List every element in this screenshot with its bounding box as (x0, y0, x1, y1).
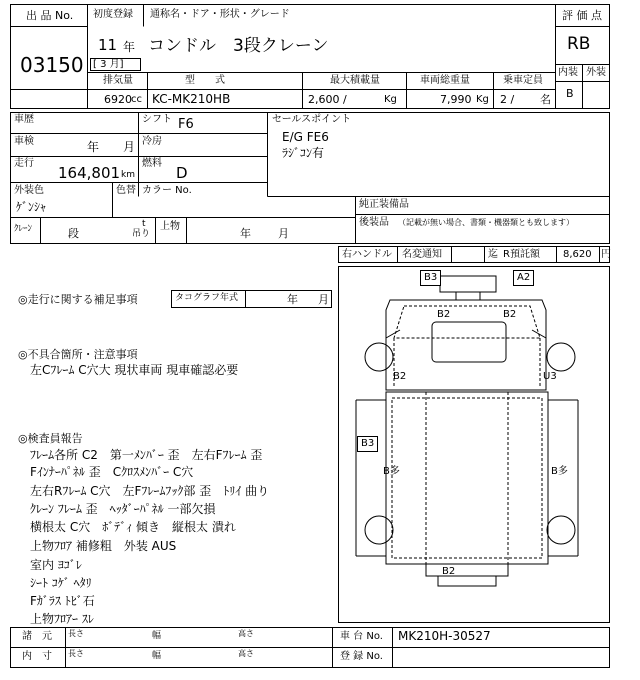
damage-label: B2 (393, 371, 407, 382)
width-label: 幅 (152, 631, 162, 641)
length-label: 長さ (68, 629, 84, 638)
exterior-grade-label: 外装 (586, 67, 606, 78)
rear-left-wheel (365, 516, 393, 544)
tachograph-year-unit: 年 (287, 293, 298, 306)
damage-label: B2 (437, 309, 451, 320)
displacement-label: 排気量 (103, 75, 133, 86)
shift-value: F6 (178, 117, 194, 132)
defects-text: 左Cﾌﾚｰﾑ C穴大 現状車両 現車確認必要 (30, 363, 239, 377)
inspector-line: Fｲﾝﾅｰﾊﾟﾈﾙ 歪 Cｸﾛｽﾒﾝﾊﾞｰ C穴 (30, 465, 194, 479)
inspector-line: 室内 ﾖｺﾞﾚ (30, 558, 82, 572)
inspector-line: ｸﾚｰﾝ ﾌﾚｰﾑ 歪 ﾍｯﾀﾞｰﾊﾟﾈﾙ 一部欠損 (30, 502, 216, 516)
height-label: 高さ (238, 629, 254, 638)
gross-weight-label: 車両総重量 (420, 75, 470, 86)
crane-label: ｸﾚｰﾝ (14, 224, 33, 234)
aftermarket-label: 後装品 (359, 217, 389, 228)
max-load-unit: Kg (384, 94, 397, 105)
sales-point-1: E/G FE6 (282, 130, 329, 144)
specs-row-label: 諸 元 (22, 631, 52, 642)
damage-label: B2 (442, 566, 456, 577)
grade-label: 評 価 点 (562, 9, 602, 22)
inspection-year-unit: 年 (87, 140, 100, 154)
registration-number-label: 登 録 No. (340, 651, 383, 662)
registration-year: 11 (98, 36, 118, 54)
gross-weight-unit: Kg (476, 94, 489, 105)
inspector-line: Fｶﾞﾗｽ ﾄﾋﾞ石 (30, 594, 95, 608)
front-left-wheel (365, 343, 393, 371)
shift-label: シフト (142, 114, 172, 125)
inner-dimensions-label: 内 寸 (22, 651, 52, 662)
inspector-report-label: ◎検査員報告 (18, 432, 83, 445)
damage-label: B3 (357, 436, 378, 452)
registration-year-unit: 年 (123, 40, 136, 54)
length-label: 長さ (68, 649, 84, 658)
right-hand-drive-label: 右ハンドル (342, 249, 392, 260)
damage-label: A2 (513, 270, 534, 286)
registration-month: [ 3 月] (93, 59, 124, 70)
inspector-line: ｼｰﾄ ｺｹﾞ ﾍﾀﾘ (30, 576, 92, 590)
inspector-line: 上物ﾌﾛｱｰ ｽﾚ (30, 612, 94, 626)
car-name-label: 通称名・ドア・形状・グレード (150, 9, 290, 20)
chassis-number-label: 車 台 No. (340, 631, 383, 642)
chassis-number: MK210H-30527 (398, 629, 491, 643)
deadline-label: 迄 (488, 249, 498, 260)
recycle-deposit-unit: 円 (601, 249, 611, 260)
standard-equipment-label: 純正装備品 (359, 199, 409, 210)
interior-grade-label: 内装 (558, 67, 578, 78)
cargo-bed-outline (386, 392, 548, 564)
upper-body-label: 上物 (160, 221, 180, 232)
grille-outline (456, 292, 480, 300)
rear-bumper-outline (438, 576, 496, 586)
history-label: 車歴 (14, 114, 34, 125)
overall-grade: RB (567, 34, 591, 54)
name-change-notice-label: 名変通知 (402, 249, 442, 260)
color-code-label: カラー No. (142, 185, 192, 196)
running-notes-label: ◎走行に関する補足事項 (18, 293, 138, 306)
exterior-color-value: ｹﾞﾝｼｬ (16, 200, 47, 214)
inspector-line: ﾌﾚｰﾑ各所 C2 第一ﾒﾝﾊﾞｰ 歪 左右Fﾌﾚｰﾑ 歪 (30, 448, 263, 462)
inspection-label: 車検 (14, 136, 34, 147)
cab-roof-outline (432, 322, 506, 362)
displacement-unit: cc (131, 94, 142, 105)
lot-number: 03150 (20, 53, 84, 77)
mileage-unit: km (121, 170, 135, 180)
max-load-value: 2,600 / (308, 93, 347, 106)
upper-body-year-unit: 年 (240, 227, 251, 240)
damage-label: B2 (503, 309, 517, 320)
rear-right-wheel (547, 516, 575, 544)
damage-label: B多 (551, 466, 568, 477)
displacement-value: 6920 (104, 93, 132, 106)
lot-number-label: 出 品 No. (26, 9, 74, 22)
front-bumper-outline (440, 276, 496, 292)
crane-hoist-label: 吊り (132, 229, 151, 239)
car-name: コンドル 3段クレーン (148, 36, 329, 56)
inspector-line: 上物ﾌﾛｱ 補修粗 外装 AUS (30, 539, 177, 553)
damage-label: B3 (420, 270, 441, 286)
fuel-label: 燃料 (142, 158, 162, 169)
mileage-value: 164,801 (58, 164, 121, 182)
mileage-label: 走行 (14, 158, 34, 169)
width-label: 幅 (152, 651, 162, 661)
crane-ton-unit: t (142, 219, 146, 229)
rear-gate-outline (426, 564, 508, 576)
cab-outline (386, 300, 546, 390)
ac-label: 冷房 (142, 136, 162, 147)
damage-label: U3 (543, 371, 557, 382)
fuel-value: D (176, 164, 188, 182)
upper-body-month-unit: 月 (278, 227, 289, 240)
interior-grade: B (566, 87, 574, 100)
inspection-month-unit: 月 (123, 140, 136, 154)
gross-weight-value: 7,990 (440, 93, 472, 106)
defects-label: ◎不具合箇所・注意事項 (18, 348, 138, 361)
height-label: 高さ (238, 649, 254, 658)
inspector-line: 左右Rﾌﾚｰﾑ C穴 左Fﾌﾚｰﾑﾌｯｸ部 歪 ﾄﾘｲ 曲り (30, 484, 270, 498)
sales-point-label: セールスポイント (272, 114, 352, 125)
tachograph-label: タコグラフ年式 (175, 293, 239, 303)
front-right-wheel (547, 343, 575, 371)
color-change-label: 色替 (116, 185, 136, 196)
first-registration-label: 初度登録 (93, 9, 133, 20)
exterior-color-label: 外装色 (14, 185, 44, 196)
capacity-label: 乗車定員 (503, 75, 543, 86)
model-code: KC-MK210HB (152, 92, 231, 106)
capacity-value: 2 / (500, 93, 515, 106)
recycle-deposit-label: R預託額 (503, 249, 540, 260)
model-label: 型 式 (185, 75, 225, 86)
crane-stage-unit: 段 (68, 227, 79, 240)
aftermarket-note: （記載が無い場合、書類・機器類とも致します） (398, 218, 574, 227)
capacity-unit: 名 (540, 93, 551, 106)
tachograph-month-unit: 月 (318, 293, 329, 306)
max-load-label: 最大積載量 (330, 75, 380, 86)
sales-point-2: ﾗｼﾞｺﾝ有 (282, 146, 325, 160)
damage-label: B多 (383, 466, 400, 477)
recycle-deposit-value: 8,620 (563, 249, 592, 260)
inspector-line: 横根太 C穴 ﾎﾞﾃﾞｨ 傾き 縦根太 潰れ (30, 520, 236, 534)
